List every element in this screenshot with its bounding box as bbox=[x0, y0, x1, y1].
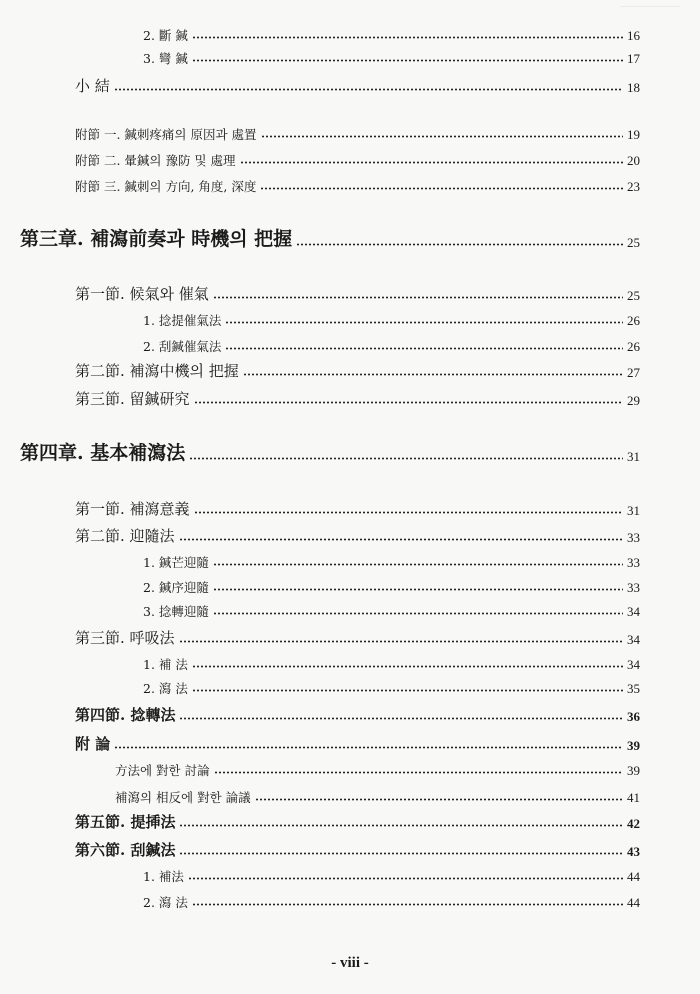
toc-entry bbox=[75, 287, 640, 302]
page-number: - viii - bbox=[331, 955, 369, 971]
leader-dots bbox=[192, 903, 623, 906]
leader-dots bbox=[225, 321, 623, 324]
leader-dots bbox=[194, 511, 623, 514]
toc-entry-label: 第一節. 補瀉意義 bbox=[75, 500, 190, 518]
leader-dots bbox=[192, 689, 623, 692]
leader-dots bbox=[255, 798, 623, 801]
toc-entry bbox=[75, 737, 640, 752]
leader-dots bbox=[114, 88, 623, 91]
toc-entry-label: 3. 捻轉迎隨 bbox=[143, 603, 209, 619]
toc-entry-label: 第四章. 基本補瀉法 bbox=[20, 442, 186, 464]
leader-dots bbox=[188, 877, 623, 880]
leader-dots bbox=[179, 538, 623, 541]
toc-entry-page: 41 bbox=[627, 790, 640, 805]
toc-entry-page: 34 bbox=[627, 657, 640, 672]
toc-entry bbox=[75, 154, 640, 167]
toc-entry bbox=[143, 896, 640, 909]
toc-entry bbox=[143, 52, 640, 65]
toc-entry-page: 36 bbox=[627, 709, 640, 724]
toc-entry bbox=[75, 529, 640, 544]
toc-entry bbox=[143, 870, 640, 883]
toc-entry-label: 第一節. 候氣와 催氣 bbox=[75, 285, 209, 303]
toc-entry bbox=[75, 843, 640, 858]
leader-dots bbox=[296, 243, 623, 246]
toc-entry-page: 29 bbox=[627, 393, 640, 408]
toc-entry-page: 17 bbox=[627, 51, 640, 66]
toc-entry bbox=[143, 658, 640, 671]
toc-entry bbox=[75, 708, 640, 723]
toc-entry-label: 第五節. 提揷法 bbox=[75, 813, 176, 831]
bleed-through-mark bbox=[620, 6, 680, 25]
toc-entry-label: 2. 斷 鍼 bbox=[143, 27, 188, 43]
leader-dots bbox=[192, 36, 623, 39]
toc-entry bbox=[75, 364, 640, 379]
toc-entry-page: 42 bbox=[627, 816, 640, 831]
toc-entry-page: 34 bbox=[627, 632, 640, 647]
toc-entry-page: 31 bbox=[627, 449, 640, 464]
toc-entry bbox=[75, 631, 640, 646]
toc-entry-page: 43 bbox=[627, 844, 640, 859]
leader-dots bbox=[194, 401, 623, 404]
toc-entry bbox=[143, 29, 640, 42]
leader-dots bbox=[214, 771, 623, 774]
leader-dots bbox=[189, 457, 623, 460]
toc-entry-page: 33 bbox=[627, 530, 640, 545]
toc-entry-page: 39 bbox=[627, 738, 640, 753]
toc-entry-page: 20 bbox=[627, 153, 640, 168]
toc-entry-label: 第二節. 迎隨法 bbox=[75, 527, 175, 545]
toc-entry-page: 26 bbox=[627, 339, 640, 354]
toc-entry-page: 33 bbox=[627, 555, 640, 570]
toc-entry bbox=[75, 79, 640, 94]
toc-entry-page: 33 bbox=[627, 580, 640, 595]
toc-entry-label: 小 結 bbox=[75, 77, 110, 95]
toc-entry-label: 2. 瀉 法 bbox=[143, 894, 188, 910]
leader-dots bbox=[192, 59, 623, 62]
toc-entry bbox=[75, 502, 640, 517]
toc-entry-label: 2. 瀉 法 bbox=[143, 680, 188, 696]
toc-entry-label: 第三節. 呼吸法 bbox=[75, 629, 175, 647]
toc-entry bbox=[143, 340, 640, 353]
toc-entry-page: 44 bbox=[627, 869, 640, 884]
toc-entry-label: 第二節. 補瀉中機의 把握 bbox=[75, 362, 239, 380]
toc-entry-page: 34 bbox=[627, 604, 640, 619]
toc-entry bbox=[115, 791, 640, 804]
toc-entry-label: 1. 鍼芒迎隨 bbox=[143, 554, 209, 570]
toc-entry-page: 19 bbox=[627, 127, 640, 142]
leader-dots bbox=[179, 717, 623, 720]
toc-entry-page: 39 bbox=[627, 763, 640, 778]
toc-entry bbox=[75, 815, 640, 830]
toc-entry-label: 方法에 對한 討論 bbox=[115, 762, 210, 778]
toc-entry-label: 3. 彎 鍼 bbox=[143, 50, 188, 66]
toc-entry-page: 35 bbox=[627, 681, 640, 696]
toc-entry-label: 1. 補 法 bbox=[143, 656, 188, 672]
toc-entry bbox=[115, 764, 640, 777]
toc-entry-label: 第四節. 捻轉法 bbox=[75, 706, 176, 724]
toc-entry bbox=[143, 581, 640, 594]
toc-entry bbox=[143, 682, 640, 695]
toc-entry bbox=[143, 314, 640, 327]
toc-entry-label: 第六節. 刮鍼法 bbox=[75, 841, 176, 859]
leader-dots bbox=[179, 640, 623, 643]
leader-dots bbox=[260, 187, 623, 190]
toc-entry-page: 18 bbox=[627, 80, 640, 95]
toc-entry-label: 附節 二. 暈鍼의 豫防 및 處理 bbox=[75, 152, 236, 168]
leader-dots bbox=[243, 373, 623, 376]
leader-dots bbox=[114, 746, 623, 749]
leader-dots bbox=[179, 824, 623, 827]
leader-dots bbox=[179, 852, 623, 855]
toc-entry-label: 2. 鍼序迎隨 bbox=[143, 579, 209, 595]
toc-entry-page: 25 bbox=[627, 288, 640, 303]
toc-entry bbox=[143, 605, 640, 618]
toc-entry bbox=[20, 230, 640, 249]
leader-dots bbox=[213, 563, 623, 566]
leader-dots bbox=[261, 135, 623, 138]
toc-entry bbox=[143, 556, 640, 569]
toc-entry bbox=[75, 180, 640, 193]
toc-entry-page: 27 bbox=[627, 365, 640, 380]
toc-entry-page: 23 bbox=[627, 179, 640, 194]
toc-entry-label: 1. 捻提催氣法 bbox=[143, 312, 222, 328]
toc-entry bbox=[20, 444, 640, 463]
leader-dots bbox=[213, 296, 623, 299]
toc-entry-label: 1. 補法 bbox=[143, 868, 184, 884]
toc-entry-label: 第三節. 留鍼研究 bbox=[75, 390, 190, 408]
toc-entry bbox=[75, 392, 640, 407]
leader-dots bbox=[192, 665, 623, 668]
toc-entry-label: 第三章. 補瀉前奏과 時機의 把握 bbox=[20, 228, 293, 250]
toc-entry-page: 44 bbox=[627, 895, 640, 910]
toc-entry-page: 16 bbox=[627, 28, 640, 43]
leader-dots bbox=[225, 347, 623, 350]
toc-entry bbox=[75, 128, 640, 141]
toc-entry-label: 2. 刮鍼催氣法 bbox=[143, 338, 222, 354]
toc-entry-label: 附節 一. 鍼刺疼痛의 原因과 處置 bbox=[75, 126, 257, 142]
leader-dots bbox=[213, 612, 623, 615]
leader-dots bbox=[240, 161, 624, 164]
toc-entry-page: 26 bbox=[627, 313, 640, 328]
toc-entry-label: 附 論 bbox=[75, 735, 111, 753]
toc-entry-page: 25 bbox=[627, 235, 640, 250]
toc-entry-label: 補瀉의 相反에 對한 論議 bbox=[115, 789, 251, 805]
toc-entry-page: 31 bbox=[627, 503, 640, 518]
toc-entry-label: 附節 三. 鍼刺의 方向, 角度, 深度 bbox=[75, 178, 257, 194]
leader-dots bbox=[213, 588, 623, 591]
